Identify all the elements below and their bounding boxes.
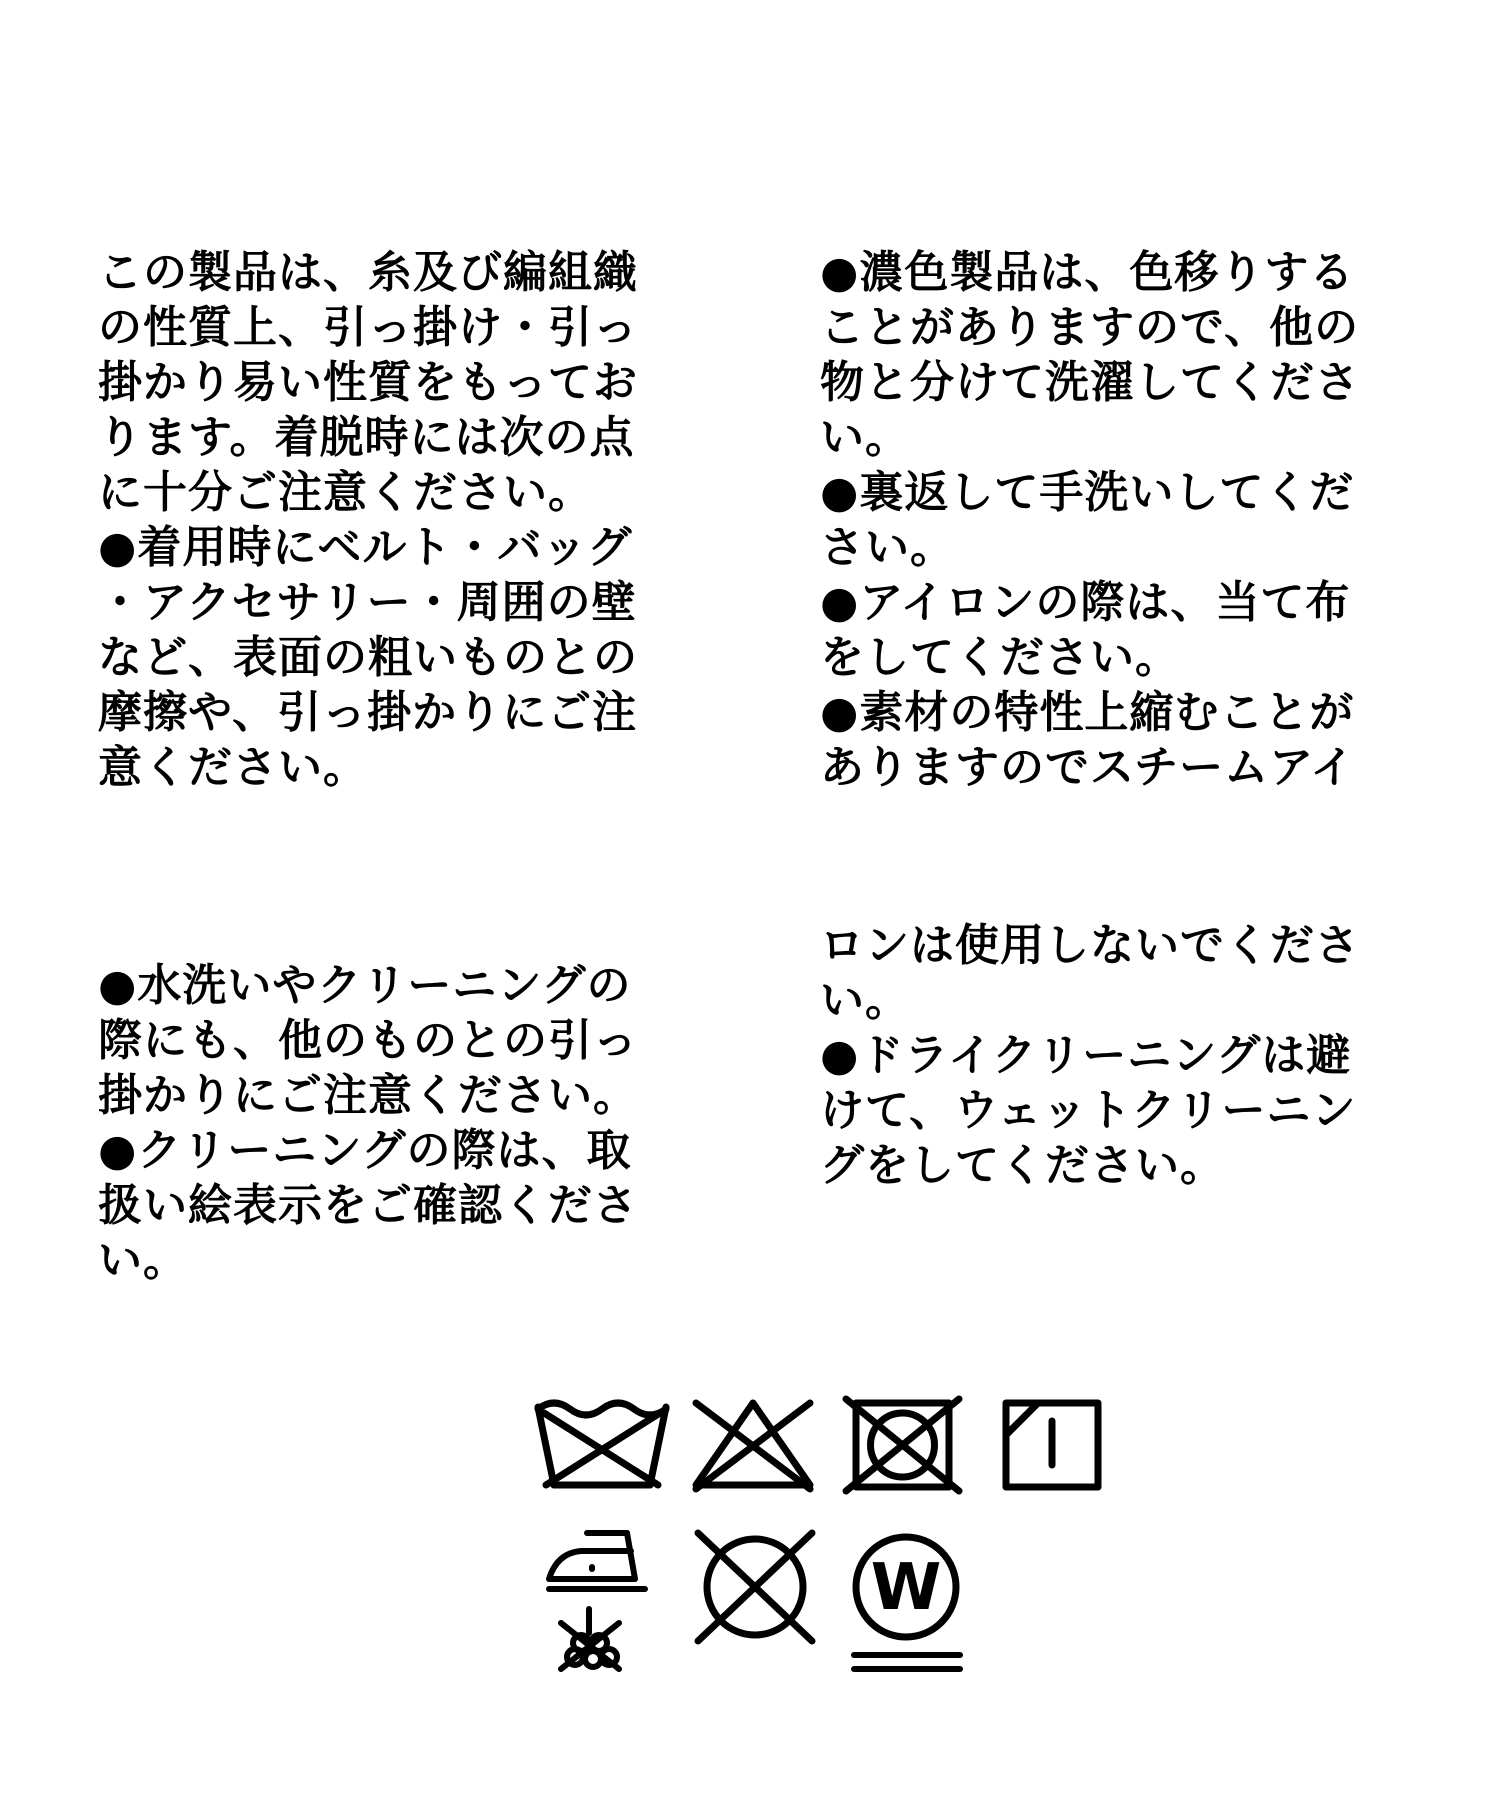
text-line: さい。: [820, 522, 955, 573]
text-line: ロンは使用しないでくださ: [820, 920, 1360, 971]
iron-no-steam-icon: [545, 1527, 665, 1677]
no-washing-icon: [532, 1395, 672, 1495]
text-line: ●ドライクリーニングは避: [820, 1030, 1352, 1081]
text-line: ●アイロンの際は、当て布: [820, 577, 1351, 628]
care-text-top-right: [820, 245, 1360, 795]
text-line: など、表面の粗いものとの: [98, 632, 638, 683]
text-line: ことがありますので、他の: [820, 302, 1360, 353]
text-line: ●濃色製品は、色移りする: [820, 247, 1355, 298]
text-line: ●裏返して手洗いしてくだ: [820, 467, 1355, 518]
text-line: ●クリーニングの際は、取: [98, 1125, 632, 1176]
text-line: い。: [820, 412, 910, 463]
text-line: 扱い絵表示をご確認くださ: [98, 1180, 638, 1231]
no-dry-clean-icon: [690, 1527, 820, 1647]
text-line: ●素材の特性上縮むことが: [820, 687, 1355, 738]
text-line: ・アクセサリー・周囲の壁: [98, 577, 637, 628]
text-line: ●着用時にベルト・バッグ: [98, 522, 633, 573]
text-line: グをしてください。: [820, 1140, 1225, 1191]
care-text-bottom-left: [98, 958, 638, 1288]
text-line: 物と分けて洗濯してくださ: [820, 357, 1360, 408]
wet-clean-very-mild-icon: [848, 1527, 968, 1677]
care-text-bottom-right: [820, 918, 1360, 1193]
text-line: この製品は、糸及び編組織: [98, 247, 638, 298]
text-line: 摩擦や、引っ掛かりにご注: [98, 687, 638, 738]
text-line: ります。着脱時には次の点: [98, 412, 635, 463]
care-text-top-left: [98, 245, 638, 795]
text-line: ありますのでスチームアイ: [820, 742, 1356, 793]
text-line: い。: [98, 1235, 188, 1286]
text-line: 際にも、他のものとの引っ: [98, 1015, 638, 1066]
text-line: をしてください。: [820, 632, 1180, 683]
text-line: 掛かり易い性質をもってお: [98, 357, 638, 408]
text-line: けて、ウェットクリーニン: [820, 1085, 1357, 1136]
text-line: に十分ご注意ください。: [98, 467, 593, 518]
text-line: 掛かりにご注意ください。: [98, 1070, 638, 1121]
flat-dry-shade-icon: [1000, 1395, 1105, 1495]
text-line: ●水洗いやクリーニングの: [98, 960, 632, 1011]
no-tumble-dry-icon: [840, 1395, 965, 1495]
text-line: 意ください。: [98, 742, 368, 793]
text-line: い。: [820, 975, 910, 1026]
no-bleach-icon: [688, 1395, 818, 1495]
wet-clean-letter: W: [870, 1551, 942, 1625]
text-line: の性質上、引っ掛け・引っ: [98, 302, 638, 353]
